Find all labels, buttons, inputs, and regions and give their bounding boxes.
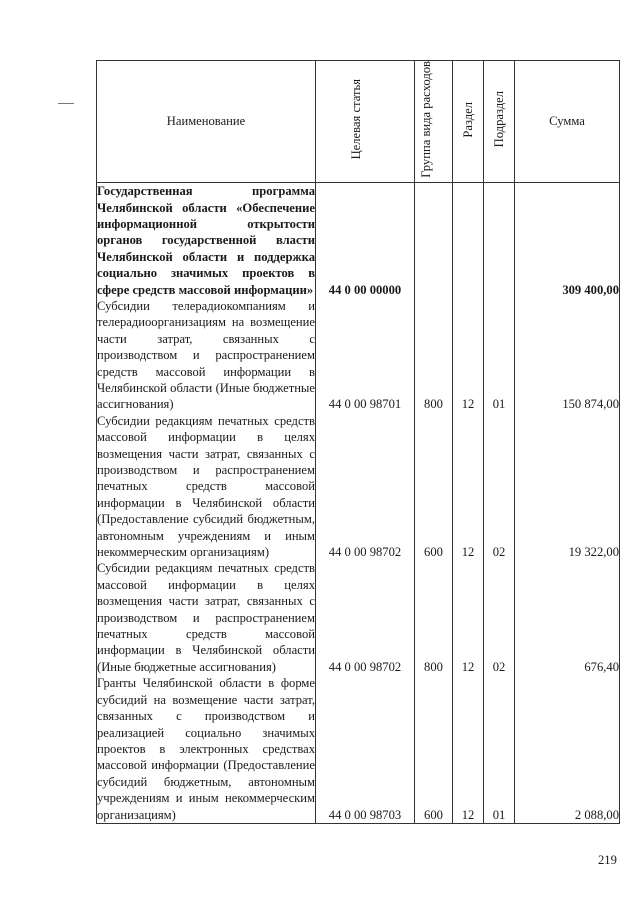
table-row [97,183,620,298]
row-expense-group: 800 [415,560,453,675]
margin-mark [58,103,74,104]
table-row [97,413,620,561]
row-sum: 676,40 [515,560,620,675]
row-subsection: 02 [484,413,515,561]
page-number: 219 [598,853,617,867]
row-section: 12 [453,298,484,413]
row-sum: 309 400,00 [515,183,620,298]
row-expense-group: 600 [415,675,453,823]
table-row [97,675,620,823]
header-target: Целевая статья [316,61,415,183]
row-section [453,183,484,298]
header-subsection: Подраздел [484,61,515,183]
row-name: Субсидии редакциям печатных средств массовой информации в целях возмещения части затрат, связанных с производством и распространением печатных средств массовой информации в Челябинской области (Предоставление субсидий бюджетным, автономным учреждениям и иным некоммерческим организациям) [97,413,315,560]
table-row [97,560,620,675]
row-expense-group: 600 [415,413,453,561]
row-expense-group: 800 [415,298,453,413]
row-expense-group [415,183,453,298]
row-subsection: 01 [484,298,515,413]
row-target: 44 0 00 98702 [316,560,415,675]
header-section: Раздел [453,61,484,183]
row-section: 12 [453,675,484,823]
budget-table [96,60,620,824]
row-name: Государственная программа Челябинской области «Обеспечение информационной открытости органов государственной власти Челябинской области и поддержка социально значимых проектов в сфере средств массовой информации» [97,184,315,297]
table-header-row [97,61,620,183]
row-name: Субсидии телерадиокомпаниям и телерадиоорганизациям на возмещение части затрат, связанных с производством и распространением средств массовой информации в Челябинской области (Иные бюджетные ассигнования) [97,298,315,412]
header-name: Наименование [97,61,316,183]
row-sum: 19 322,00 [515,413,620,561]
row-subsection: 02 [484,560,515,675]
row-sum: 150 874,00 [515,298,620,413]
row-name: Гранты Челябинской области в форме субсидий на возмещение части затрат, связанных с производством и реализацией социально значимых проектов в электронных средствах массовой информации (Предоставление субсидий бюджетным, автономным учреждениям и иным некоммерческим организациям) [97,676,315,822]
row-target: 44 0 00 00000 [316,183,415,298]
header-sum: Сумма [515,61,620,183]
header-expense-group: Группа вида расходов [415,61,453,183]
row-sum: 2 088,00 [515,675,620,823]
table-body [97,183,620,824]
row-section: 12 [453,413,484,561]
row-name: Субсидии редакциям печатных средств массовой информации в целях возмещения части затрат, связанных с производством и распространением печатных средств массовой информации в Челябинской области (Иные бюджетные ассигнования) [97,561,315,674]
row-target: 44 0 00 98702 [316,413,415,561]
row-subsection [484,183,515,298]
table-row [97,298,620,413]
row-subsection: 01 [484,675,515,823]
row-target: 44 0 00 98701 [316,298,415,413]
row-section: 12 [453,560,484,675]
row-target: 44 0 00 98703 [316,675,415,823]
